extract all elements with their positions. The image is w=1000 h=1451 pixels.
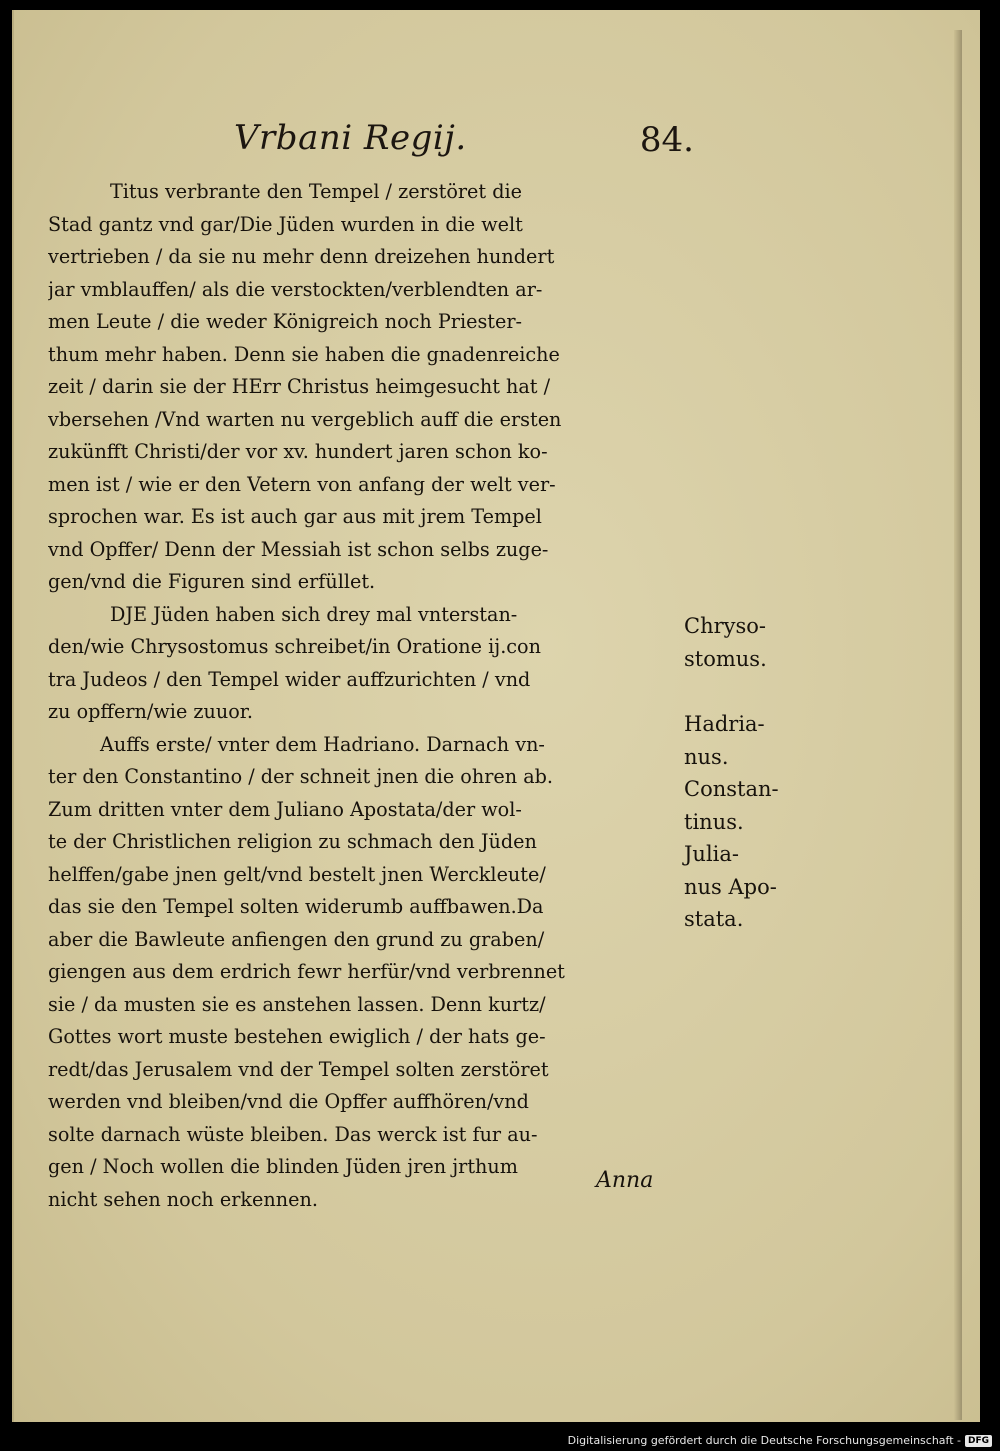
book-page: [12, 10, 980, 1422]
text-line: aber die Bawleute anfiengen den grund zu graben/: [48, 927, 545, 951]
margin-note-line: Hadria-: [684, 712, 765, 736]
page-header: [234, 118, 694, 168]
text-line: jar vmblauffen/ als die verstockten/verblendten ar-: [48, 277, 543, 301]
text-line: Zum dritten vnter dem Juliano Apostata/der wol-: [48, 797, 522, 821]
margin-note-line: Chryso-: [684, 614, 767, 638]
text-line: gen/vnd die Figuren sind erfüllet.: [48, 570, 376, 593]
margin-note-line: stomus.: [684, 646, 767, 671]
margin-note-line: Constan-: [684, 777, 779, 801]
text-line: vbersehen /Vnd warten nu vergeblich auff die ersten: [48, 407, 562, 431]
text-line: thum mehr haben. Denn sie haben die gnadenreiche: [48, 342, 560, 366]
body-text: [48, 176, 680, 1216]
text-line: vertrieben / da sie nu mehr denn dreizehen hundert: [48, 245, 555, 268]
text-line: solte darnach wüste bleiben. Das werck ist fur au-: [48, 1122, 538, 1146]
text-line: ter den Constantino / der schneit jnen die ohren ab.: [48, 765, 554, 788]
running-title: Vrbani Regij.: [234, 118, 467, 158]
text-line: zu opffern/wie zuuor.: [48, 700, 253, 723]
text-line: giengen aus dem erdrich fewr herfür/vnd verbrennet: [48, 960, 565, 983]
text-line: helffen/gabe jnen gelt/vnd bestelt jnen Werckleute/: [48, 862, 546, 886]
footer-credit: Digitalisierung gefördert durch die Deutsche Forschungsgemeinschaft -: [567, 1434, 961, 1447]
digitization-footer: [568, 1434, 992, 1447]
text-line: tra Judeos / den Tempel wider auffzurichten / vnd: [48, 667, 531, 691]
text-line: Titus verbrante den Tempel / zerstöret die: [110, 180, 522, 203]
text-line: Stad gantz vnd gar/Die Jüden wurden in die welt: [48, 212, 523, 236]
catchword: Anna: [596, 1168, 654, 1193]
text-line: DJE Jüden haben sich drey mal vnterstan-: [110, 602, 518, 626]
margin-note-line: nus.: [684, 744, 729, 769]
text-line: te der Christlichen religion zu schmach den Jüden: [48, 830, 537, 853]
text-line: vnd Opffer/ Denn der Messiah ist schon selbs zuge-: [48, 537, 549, 561]
text-line: redt/das Jerusalem vnd der Tempel solten zerstöret: [48, 1057, 549, 1081]
text-line: den/wie Chrysostomus schreibet/in Oratione ij.con: [48, 635, 541, 658]
margin-note-chrysostomus: [684, 610, 767, 675]
page-number: 84.: [639, 120, 694, 160]
margin-note-line: stata.: [684, 907, 744, 931]
margin-note-line: Julia-: [684, 842, 739, 866]
text-line: gen / Noch wollen die blinden Jüden jren jrthum: [48, 1155, 518, 1178]
text-line: werden vnd bleiben/vnd die Opffer auffhören/vnd: [48, 1090, 529, 1113]
text-line: zukünfft Christi/der vor xv. hundert jaren schon ko-: [48, 440, 548, 463]
text-line: sprochen war. Es ist auch gar aus mit jrem Tempel: [48, 505, 542, 528]
page-edge: [954, 30, 962, 1420]
text-line: men ist / wie er den Vetern von anfang der welt ver-: [48, 472, 556, 496]
text-line: Auffs erste/ vnter dem Hadriano. Darnach vn-: [100, 732, 545, 756]
text-line: Gottes wort muste bestehen ewiglich / der hats ge-: [48, 1025, 546, 1048]
margin-note-names: [684, 708, 779, 936]
text-line: men Leute / die weder Königreich noch Priester-: [48, 310, 523, 333]
margin-note-line: nus Apo-: [684, 874, 777, 899]
text-line: nicht sehen noch erkennen.: [48, 1187, 318, 1211]
margin-note-line: tinus.: [684, 809, 744, 834]
text-line: zeit / darin sie der HErr Christus heimgesucht hat /: [48, 375, 551, 398]
text-line: sie / da musten sie es anstehen lassen. Denn kurtz/: [48, 992, 546, 1016]
dfg-logo-icon: DFG: [965, 1435, 992, 1447]
text-line: das sie den Tempel solten widerumb auffbawen.Da: [48, 895, 544, 918]
